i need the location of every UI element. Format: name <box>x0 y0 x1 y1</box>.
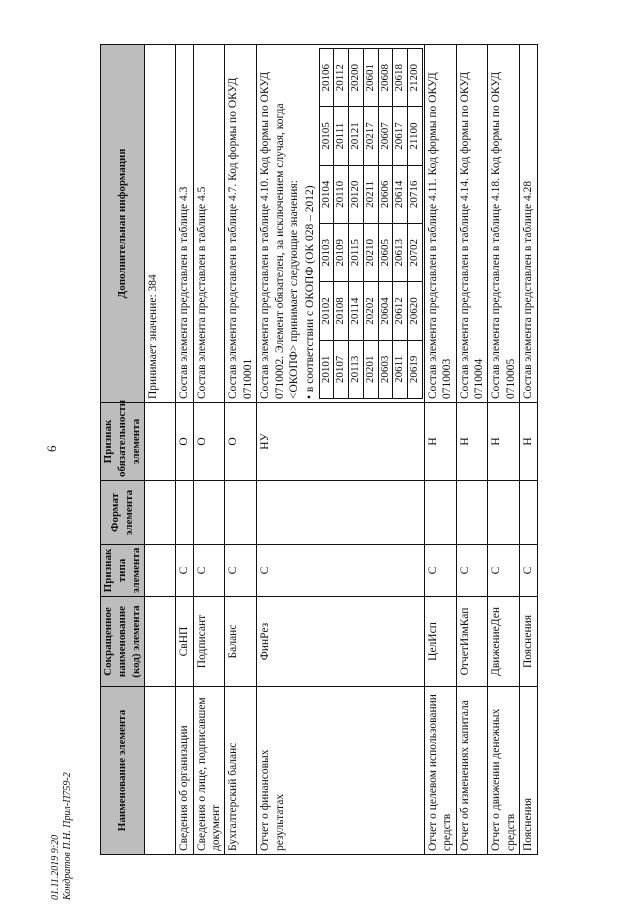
okopf-code: 20101 <box>319 340 334 398</box>
cell-name <box>145 687 176 855</box>
okopf-code: 20606 <box>378 165 393 223</box>
footer-timestamp: 01.11.2019 9:20 <box>50 834 61 900</box>
okopf-row <box>378 49 393 399</box>
okopf-code: 20607 <box>378 107 393 165</box>
table-row <box>257 45 425 855</box>
okopf-code: 20112 <box>334 49 349 107</box>
okopf-code: 20202 <box>363 282 378 340</box>
table-row <box>424 45 456 855</box>
table-row <box>456 45 488 855</box>
cell-code: Пояснения <box>520 597 537 687</box>
cell-name: Пояснения <box>520 687 537 855</box>
okopf-row <box>319 49 334 399</box>
okopf-code: 20110 <box>334 165 349 223</box>
cell-info <box>257 45 425 403</box>
okopf-code: 20211 <box>363 165 378 223</box>
header-type: Признак типа элемента <box>101 545 145 597</box>
document-footer <box>50 772 74 900</box>
cell-code: ФинРез <box>257 597 425 687</box>
cell-format <box>145 481 176 545</box>
okopf-code: 20612 <box>393 282 408 340</box>
okopf-code: 20106 <box>319 49 334 107</box>
okopf-intro: • в соответствии с ОКОПФ (ОК 028 – 2012) <box>304 185 317 399</box>
okopf-code: 20716 <box>408 165 423 223</box>
okopf-code: 20611 <box>393 340 408 398</box>
okopf-code: 20605 <box>378 224 393 282</box>
header-code: Сокращенное наименование (код) элемента <box>101 597 145 687</box>
okopf-code: 20614 <box>393 165 408 223</box>
cell-name: Сведения об организации <box>176 687 193 855</box>
cell-type: С <box>257 545 425 597</box>
cell-name: Сведения о лице, подписавшем документ <box>193 687 225 855</box>
okopf-code: 20111 <box>334 107 349 165</box>
table-row <box>145 45 176 855</box>
cell-required: Н <box>488 403 520 481</box>
cell-name: Отчет о финансовых результатах <box>257 687 425 855</box>
table-row <box>176 45 193 855</box>
okopf-code: 20613 <box>393 224 408 282</box>
cell-format <box>225 481 257 545</box>
cell-code <box>145 597 176 687</box>
table-row <box>488 45 520 855</box>
okopf-row <box>363 49 378 399</box>
okopf-code: 21100 <box>408 107 423 165</box>
header-info: Дополнительная информация <box>101 45 145 403</box>
cell-required: О <box>225 403 257 481</box>
page-number: 6 <box>44 445 59 452</box>
header-required: Признак обязательности элемента <box>101 403 145 481</box>
okopf-code: 21200 <box>408 49 423 107</box>
cell-info-text: Состав элемента представлен в таблице 4.10. Код формы по ОКУД 0710002. Элемент обязателен, за исключением случая, когда <ОКОПФ> принимает следующие значения: <box>259 71 300 399</box>
cell-code: ЦелИсп <box>424 597 456 687</box>
elements-table <box>100 44 538 855</box>
table-row <box>225 45 257 855</box>
okopf-code: 20604 <box>378 282 393 340</box>
okopf-row <box>393 49 408 399</box>
okopf-code: 20217 <box>363 107 378 165</box>
okopf-code: 20105 <box>319 107 334 165</box>
okopf-code: 20601 <box>363 49 378 107</box>
cell-required: О <box>193 403 225 481</box>
cell-format <box>193 481 225 545</box>
okopf-code: 20104 <box>319 165 334 223</box>
cell-required: Н <box>424 403 456 481</box>
okopf-codes-table <box>319 48 423 399</box>
rotated-table-container <box>100 45 535 855</box>
cell-type: С <box>176 545 193 597</box>
okopf-code: 20103 <box>319 224 334 282</box>
cell-info: Состав элемента представлен в таблице 4.11. Код формы по ОКУД 0710003 <box>424 45 456 403</box>
okopf-code: 20608 <box>378 49 393 107</box>
okopf-code: 20114 <box>349 282 364 340</box>
cell-code: Баланс <box>225 597 257 687</box>
cell-format <box>424 481 456 545</box>
cell-info: Состав элемента представлен в таблице 4.28 <box>520 45 537 403</box>
cell-type: С <box>456 545 488 597</box>
cell-required: НУ <box>257 403 425 481</box>
cell-type <box>145 545 176 597</box>
okopf-code: 20201 <box>363 340 378 398</box>
okopf-code: 20619 <box>408 340 423 398</box>
okopf-code: 20603 <box>378 340 393 398</box>
header-format: Формат элемента <box>101 481 145 545</box>
cell-name: Отчет о целевом использовании средств <box>424 687 456 855</box>
table-row <box>193 45 225 855</box>
cell-code: Подписант <box>193 597 225 687</box>
okopf-code: 20115 <box>349 224 364 282</box>
header-name: Наименование элемента <box>101 687 145 855</box>
okopf-code: 20108 <box>334 282 349 340</box>
cell-type: С <box>225 545 257 597</box>
cell-code: ДвижениеДен <box>488 597 520 687</box>
okopf-code: 20107 <box>334 340 349 398</box>
cell-code: ОтчетИзмКап <box>456 597 488 687</box>
footer-author: Кондратов П.Н. Прил-П759-2 <box>62 772 73 900</box>
okopf-row <box>349 49 364 399</box>
okopf-code: 20620 <box>408 282 423 340</box>
okopf-code: 20702 <box>408 224 423 282</box>
cell-info: Состав элемента представлен в таблице 4.14. Код формы по ОКУД 0710004 <box>456 45 488 403</box>
okopf-code: 20121 <box>349 107 364 165</box>
cell-format <box>176 481 193 545</box>
okopf-row <box>408 49 423 399</box>
cell-type: С <box>193 545 225 597</box>
okopf-code: 20120 <box>349 165 364 223</box>
cell-info: Состав элемента представлен в таблице 4.3 <box>176 45 193 403</box>
cell-required: О <box>176 403 193 481</box>
cell-required: Н <box>520 403 537 481</box>
okopf-code: 20113 <box>349 340 364 398</box>
okopf-code: 20618 <box>393 49 408 107</box>
okopf-code: 20617 <box>393 107 408 165</box>
cell-name: Бухгалтерский баланс <box>225 687 257 855</box>
okopf-code: 20109 <box>334 224 349 282</box>
cell-type: С <box>488 545 520 597</box>
cell-info: Состав элемента представлен в таблице 4.7. Код формы по ОКУД 0710001 <box>225 45 257 403</box>
cell-info: Состав элемента представлен в таблице 4.18. Код формы по ОКУД 0710005 <box>488 45 520 403</box>
cell-type: С <box>424 545 456 597</box>
cell-required <box>145 403 176 481</box>
cell-type: С <box>520 545 537 597</box>
cell-code: СвНП <box>176 597 193 687</box>
cell-info: Состав элемента представлен в таблице 4.5 <box>193 45 225 403</box>
cell-format <box>488 481 520 545</box>
cell-format <box>257 481 425 545</box>
okopf-code: 20200 <box>349 49 364 107</box>
okopf-row <box>334 49 349 399</box>
cell-info: Принимает значение: 384 <box>145 45 176 403</box>
okopf-code: 20102 <box>319 282 334 340</box>
cell-required: Н <box>456 403 488 481</box>
okopf-code: 20210 <box>363 224 378 282</box>
cell-name: Отчет об изменениях капитала <box>456 687 488 855</box>
table-row <box>520 45 537 855</box>
cell-name: Отчет о движении денежных средств <box>488 687 520 855</box>
cell-format <box>520 481 537 545</box>
cell-format <box>456 481 488 545</box>
